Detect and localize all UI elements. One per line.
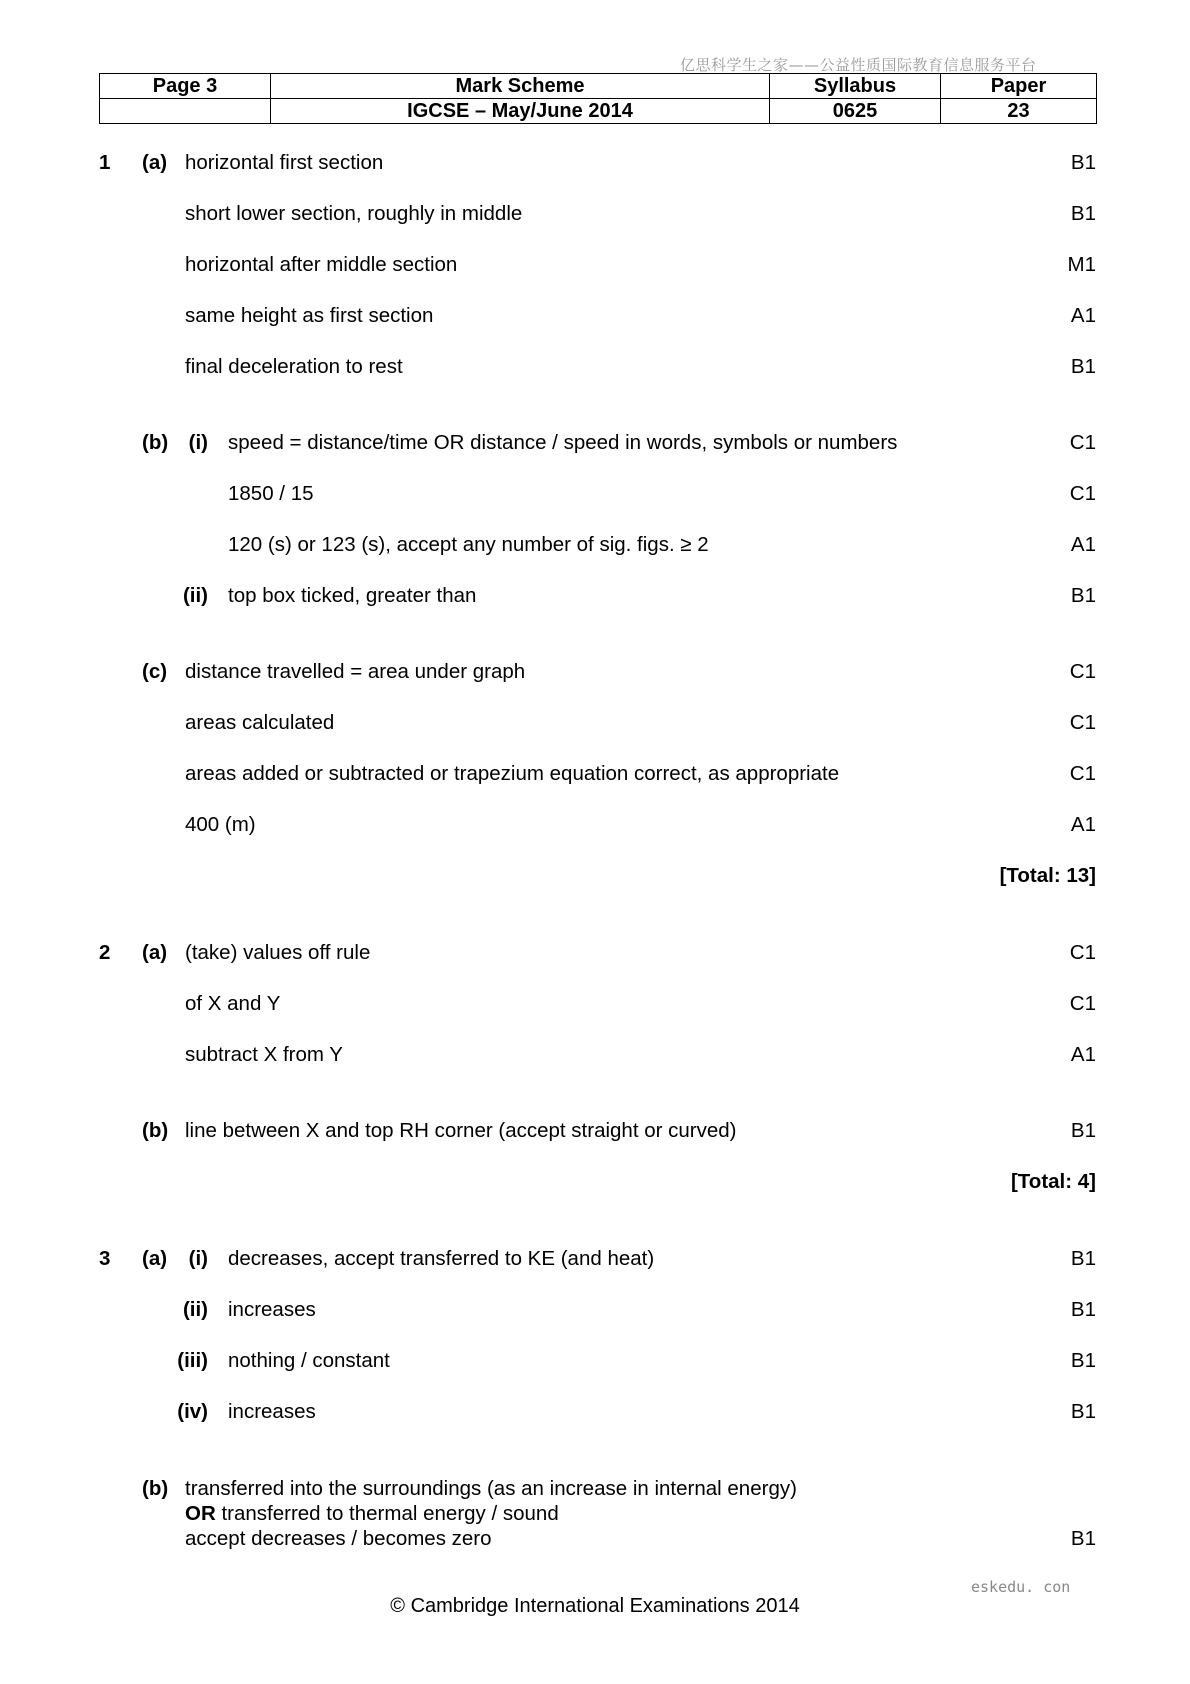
answer-text: increases [228,1298,316,1321]
answer-text: top box ticked, greater than [228,584,477,607]
q3b-mark-row [0,1524,1190,1554]
question-total: [Total: 4] [1010,1170,1096,1193]
question-number: 2 [99,941,111,964]
paper-label: Paper [941,74,1097,99]
paper-value: 23 [941,99,1097,124]
question-total: [Total: 13] [999,864,1096,887]
answer-text: of X and Y [185,992,281,1015]
mark: C1 [1069,660,1096,683]
answer-text: areas added or subtracted or trapezium equation correct, as appropriate [185,762,840,785]
mark: B1 [1070,1119,1096,1142]
q1a-line-4 [0,301,1190,331]
answer-text: 120 (s) or 123 (s), accept any number of sig. figs. ≥ 2 [228,533,709,556]
answer-text: final deceleration to rest [185,355,403,378]
subpart-label: (ii) [182,1298,208,1321]
question-number: 1 [99,151,111,174]
question-number: 3 [99,1247,111,1270]
mark: M1 [1067,253,1096,276]
mark: B1 [1070,584,1096,607]
answer-text: horizontal after middle section [185,253,458,276]
answer-text: areas calculated [185,711,335,734]
mark: B1 [1070,1400,1096,1423]
q1a-line-2 [0,199,1190,229]
answer-text: nothing / constant [228,1349,390,1372]
answer-line-or [185,1501,797,1526]
mark: B1 [1070,1349,1096,1372]
mark: B1 [1070,202,1096,225]
answer-text: increases [228,1400,316,1423]
part-label: (a) [142,151,168,174]
copyright-footer: © Cambridge International Examinations 2014 [390,1595,800,1617]
mark: C1 [1069,941,1096,964]
q1a-line-5 [0,352,1190,382]
subpart-label: (iii) [177,1349,208,1372]
mark: B1 [1070,355,1096,378]
q2a-line-2 [0,989,1190,1019]
part-label: (b) [142,1477,169,1500]
answer-text: transferred to thermal energy / sound [215,1502,559,1525]
q2a-line-1 [0,938,1190,968]
answer-text: line between X and top RH corner (accept straight or curved) [185,1119,737,1142]
q2a-line-3 [0,1040,1190,1070]
mark: B1 [1070,1527,1096,1550]
q1a-line-3 [0,250,1190,280]
watermark-text: 亿思科学生之家——公益性质国际教育信息服务平台 [680,56,1037,74]
mark: C1 [1069,711,1096,734]
part-label: (c) [142,660,168,683]
part-label: (b) [142,431,169,454]
mark: A1 [1070,813,1096,836]
mark: A1 [1070,304,1096,327]
mark: B1 [1070,1298,1096,1321]
mark: C1 [1069,992,1096,1015]
q1b-i-line-1 [0,428,1190,458]
q2b-line [0,1116,1190,1146]
q1c-line-4 [0,810,1190,840]
answer-text: speed = distance/time OR distance / speed in words, symbols or numbers [228,431,898,454]
syllabus-label: Syllabus [770,74,941,99]
answer-text: decreases, accept transferred to KE (and heat) [228,1247,655,1270]
part-label: (a) [142,1247,168,1270]
header-title: Mark Scheme [271,74,770,99]
mark: A1 [1070,1043,1096,1066]
mark: C1 [1069,431,1096,454]
q1c-line-2 [0,708,1190,738]
q3a-iv-line [0,1397,1190,1427]
q1c-line-3 [0,759,1190,789]
subpart-label: (i) [188,1247,208,1270]
header-table [99,73,1097,124]
q3a-i-line [0,1244,1190,1274]
q3a-iii-line [0,1346,1190,1376]
subpart-label: (iv) [177,1400,208,1423]
answer-text: 1850 / 15 [228,482,314,505]
answer-text: distance travelled = area under graph [185,660,526,683]
part-label: (b) [142,1119,169,1142]
mark: B1 [1070,1247,1096,1270]
answer-text: horizontal first section [185,151,384,174]
answer-text: short lower section, roughly in middle [185,202,523,225]
mark: C1 [1069,482,1096,505]
mark: C1 [1069,762,1096,785]
answer-text: 400 (m) [185,813,256,836]
header-subtitle: IGCSE – May/June 2014 [271,99,770,124]
or-keyword: OR [185,1502,216,1525]
page-label: Page 3 [100,74,271,99]
answer-text: (take) values off rule [185,941,371,964]
answer-text: subtract X from Y [185,1043,343,1066]
answer-line: accept decreases / becomes zero [185,1527,492,1550]
q1b-ii-line [0,581,1190,611]
syllabus-value: 0625 [770,99,941,124]
q1b-i-line-3 [0,530,1190,560]
q1-total-row [0,861,1190,891]
header-empty-cell [100,99,271,124]
q1c-line-1 [0,657,1190,687]
subpart-label: (ii) [182,584,208,607]
subpart-label: (i) [188,431,208,454]
part-label: (a) [142,941,168,964]
q1b-i-line-2 [0,479,1190,509]
q2-total-row [0,1167,1190,1197]
answer-text: same height as first section [185,304,434,327]
answer-line: transferred into the surroundings (as an increase in internal energy) [185,1477,797,1500]
q1a-line-1 [0,148,1190,178]
site-watermark: eskedu. con [971,1578,1071,1596]
mark: B1 [1070,151,1096,174]
mark: A1 [1070,533,1096,556]
q3a-ii-line [0,1295,1190,1325]
